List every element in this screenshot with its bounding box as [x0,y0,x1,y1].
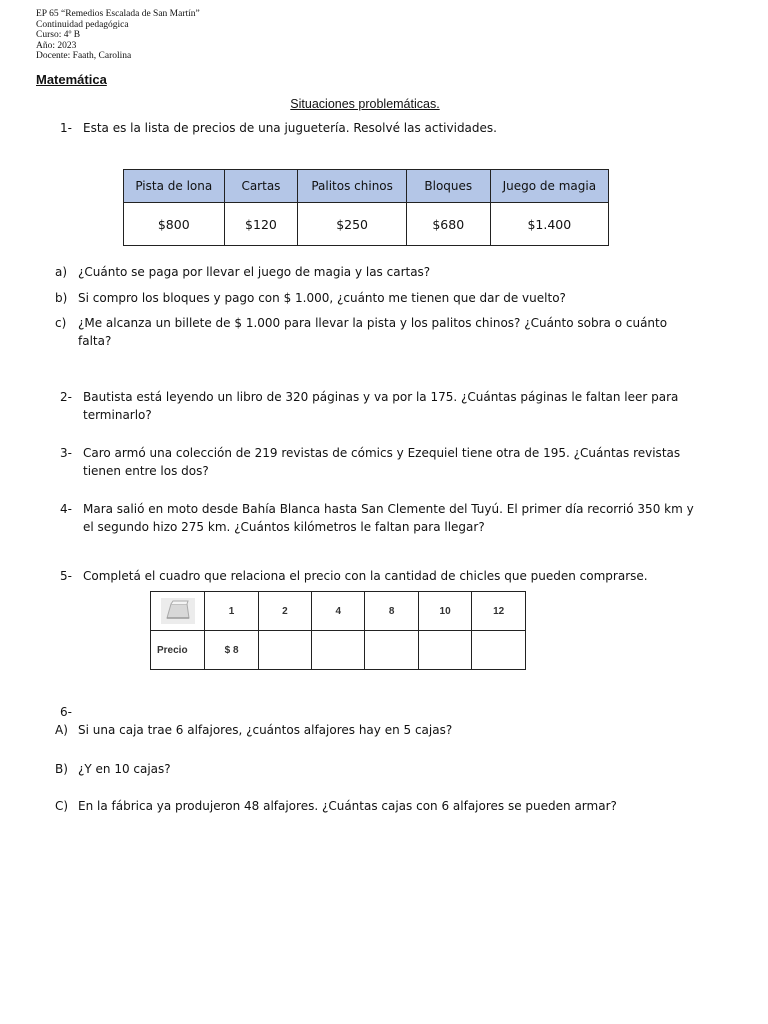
table-price-cell: $800 [124,203,225,246]
quantity-cell: 1 [205,592,258,631]
year-label: Año: 2023 [36,40,77,51]
q1c-label: c) [55,316,67,330]
q6-number: 6- [60,705,72,719]
q2-text-line2: terminarlo? [83,408,152,422]
quantity-cell: 4 [312,592,365,631]
q6a-label: A) [55,723,68,737]
price-row-label: Precio [151,631,205,670]
table-price-cell: $1.400 [490,203,608,246]
q3-number: 3- [60,446,72,460]
q4-text-line2: el segundo hizo 275 km. ¿Cuántos kilómetros le faltan para llegar? [83,520,485,534]
q6b-label: B) [55,762,68,776]
gum-price-table [150,591,526,670]
subject-title: Matemática [36,72,107,87]
table-header-cell: Juego de magia [490,170,608,203]
q1a-text: ¿Cuánto se paga por llevar el juego de magia y las cartas? [78,265,431,279]
q1b-text: Si compro los bloques y pago con $ 1.000, ¿cuánto me tienen que dar de vuelto? [78,291,566,305]
table-header-cell: Pista de lona [124,170,225,203]
price-cell-empty [258,631,311,670]
table-price-cell: $680 [406,203,490,246]
q6c-text: En la fábrica ya produjeron 48 alfajores. ¿Cuántas cajas con 6 alfajores se pueden armar? [78,799,617,813]
price-cell-empty [418,631,472,670]
price-cell-empty [312,631,365,670]
document-header [36,9,200,62]
table-price-cell: $250 [298,203,407,246]
price-list-table [123,169,609,246]
gum-pack-icon [151,592,205,631]
page-title: Situaciones problemáticas. [290,97,440,111]
q5-number: 5- [60,569,72,583]
q2-text-line1: Bautista está leyendo un libro de 320 páginas y va por la 175. ¿Cuántas páginas le faltan leer para [83,390,679,404]
quantity-cell: 12 [472,592,526,631]
q1a-label: a) [55,265,68,279]
table-header-cell: Bloques [406,170,490,203]
quantity-cell: 8 [365,592,418,631]
school-name: EP 65 “Remedios Escalada de San Martín” [36,9,200,19]
program-name: Continuidad pedagógica [36,19,129,30]
price-cell-empty [365,631,418,670]
q2-number: 2- [60,390,72,404]
table-header-cell: Cartas [224,170,298,203]
q4-number: 4- [60,502,72,516]
table-price-cell: $120 [224,203,298,246]
q1c-text-line2: falta? [78,334,112,348]
quantity-cell: 10 [418,592,472,631]
q3-text-line1: Caro armó una colección de 219 revistas de cómics y Ezequiel tiene otra de 195. ¿Cuántas revistas [83,446,681,460]
q4-text-line1: Mara salió en moto desde Bahía Blanca hasta San Clemente del Tuyú. El primer día recorrió 350 km y [83,502,694,516]
price-cell-empty [472,631,526,670]
q6c-label: C) [55,799,69,813]
q1b-label: b) [55,291,68,305]
q6a-text: Si una caja trae 6 alfajores, ¿cuántos alfajores hay en 5 cajas? [78,723,453,737]
table-header-cell: Palitos chinos [298,170,407,203]
q3-text-line2: tienen entre los dos? [83,464,209,478]
course-label: Curso: 4º B [36,30,81,41]
q5-text: Completá el cuadro que relaciona el precio con la cantidad de chicles que pueden comprarse. [83,569,648,583]
quantity-cell: 2 [258,592,311,631]
teacher-label: Docente: Faath, Carolina [36,51,132,62]
q1c-text-line1: ¿Me alcanza un billete de $ 1.000 para llevar la pista y los palitos chinos? ¿Cuánto sobra o cuánto [78,316,668,330]
price-cell: $ 8 [205,631,258,670]
q1-text: Esta es la lista de precios de una juguetería. Resolvé las actividades. [83,121,497,135]
q1-number: 1- [60,121,72,135]
q6b-text: ¿Y en 10 cajas? [78,762,171,776]
